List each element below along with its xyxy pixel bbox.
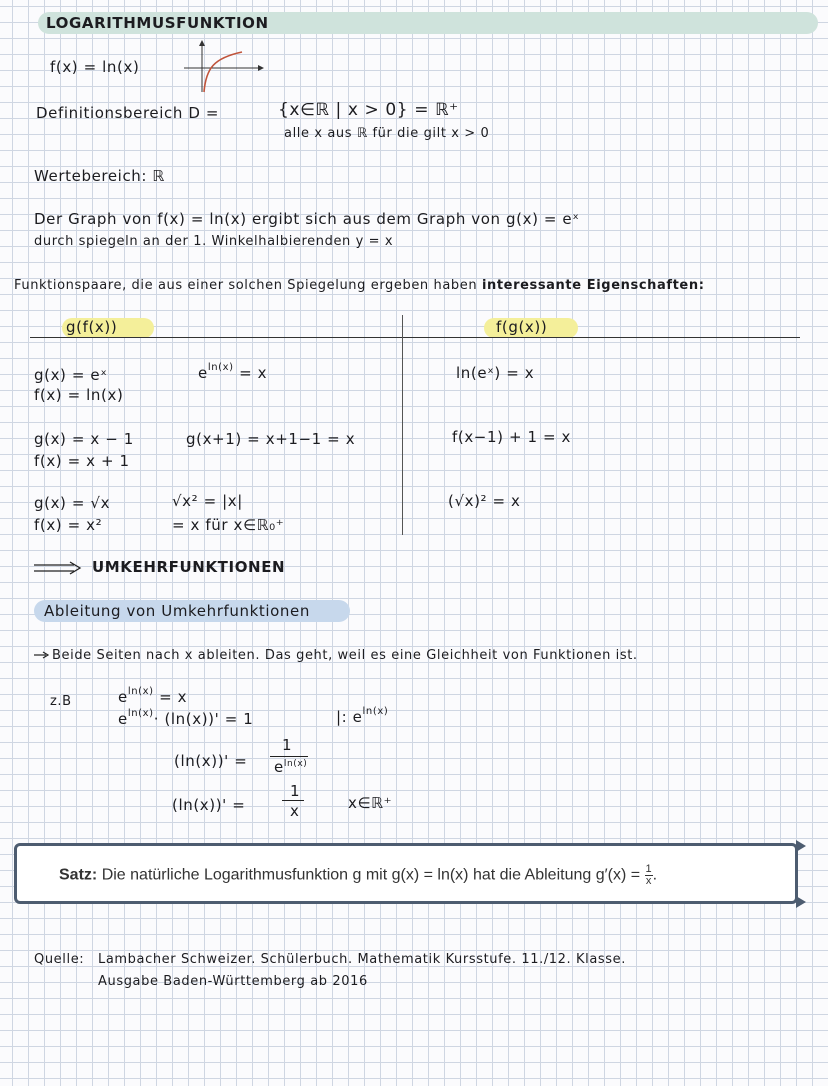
theorem-label: Satz:	[59, 866, 98, 884]
pairs-intro	[14, 278, 705, 293]
reflection-line-2: durch spiegeln an der 1. Winkelhalbierenden y = x	[34, 234, 394, 249]
conclusion-text: UMKEHRFUNKTIONEN	[92, 558, 286, 576]
step2-left: (ln(x))' = 1	[164, 710, 254, 728]
step4-fraction-bar	[282, 800, 304, 801]
row1-f: f(x) = ln(x)	[34, 386, 124, 404]
implies-arrow-icon	[34, 560, 84, 576]
row3-f: f(x) = x²	[34, 516, 103, 534]
step3-left: (ln(x))' =	[174, 752, 248, 770]
step1-exp: ln(x)	[127, 686, 154, 697]
domain-set: {x∈ℝ | x > 0} = ℝ⁺	[278, 100, 459, 120]
step2: $e^{ln(x)}\cdot (\ln(x))' = 1$	[118, 708, 254, 728]
reflection-line-1: Der Graph von f(x) = ln(x) ergibt sich aus dem Graph von g(x) = eˣ	[34, 210, 580, 228]
source-line-1: Lambacher Schweizer. Schülerbuch. Mathematik Kursstufe. 11./12. Klasse.	[98, 952, 626, 967]
step4-num: 1	[290, 782, 301, 800]
range-text: Wertebereich: ℝ	[34, 167, 165, 185]
row2-fg: f(x−1) + 1 = x	[452, 428, 572, 446]
row3-g: g(x) = √x	[34, 494, 111, 512]
row3-fg: (√x)² = x	[448, 492, 521, 510]
theorem-frac-num: 1	[645, 863, 652, 875]
derivative-heading: Ableitung von Umkehrfunktionen	[44, 602, 310, 620]
theorem-fraction	[645, 864, 653, 887]
row1-g: g(x) = eˣ	[34, 366, 108, 384]
step1	[118, 688, 187, 706]
domain-note: alle x aus ℝ für die gilt x > 0	[284, 126, 490, 141]
row1-gf-exp: ln(x)	[207, 362, 234, 373]
row2-gf: g(x+1) = x+1−1 = x	[186, 430, 356, 448]
table-header-rule	[30, 337, 800, 338]
step4-condition: x∈ℝ⁺	[348, 794, 393, 812]
theorem-text: Satz: Die natürliche Logarithmusfunktion g mit g(x) = ln(x) hat die Ableitung g′(x) = $\frac{1}{x}$ .	[59, 863, 658, 887]
pairs-intro-text: Funktionspaare, die aus einer solchen Spiegelung ergeben haben	[14, 278, 478, 293]
theorem-body: Die natürliche Logarithmusfunktion g mit g(x) = ln(x) hat die Ableitung g′(x) =	[101, 866, 641, 884]
step3-den	[274, 758, 307, 776]
step2-note	[336, 708, 388, 726]
pairs-intro-emphasis: interessante Eigenschaften:	[481, 278, 705, 293]
step1-base: e	[118, 688, 128, 706]
row1-gf-rest: = x	[239, 364, 268, 382]
row3-gf: √x² = |x|	[172, 492, 243, 510]
right-arrow-icon	[34, 650, 50, 660]
theorem-box-corner-marks	[796, 838, 808, 910]
step4-den: x	[290, 802, 300, 820]
domain-label: Definitionsbereich D =	[36, 104, 220, 122]
ln-curve	[204, 52, 242, 92]
table-header-f-of-g: f(g(x))	[496, 318, 548, 336]
theorem-frac-den: x	[645, 875, 652, 887]
source-line-2: Ausgabe Baden-Württemberg ab 2016	[98, 974, 368, 989]
example-label: z.B	[50, 694, 72, 709]
row2-g: g(x) = x − 1	[34, 430, 134, 448]
row3-gf-condition: = x für x∈ℝ₀⁺	[172, 516, 285, 534]
step1-rest: = x	[159, 688, 188, 706]
page-title: LOGARITHMUSFUNKTION	[46, 14, 269, 32]
step3-num: 1	[282, 736, 293, 754]
step3-den-exp: ln(x)	[283, 759, 308, 769]
step3-den-base: e	[274, 758, 284, 776]
ln-graph-sketch	[180, 38, 264, 94]
table-header-g-of-f: g(f(x))	[66, 318, 118, 336]
y-axis-arrow-icon	[199, 40, 205, 46]
x-axis-arrow-icon	[258, 65, 264, 71]
row1-gf	[198, 364, 267, 382]
source-label: Quelle:	[34, 952, 85, 967]
function-definition: f(x) = ln(x)	[50, 58, 140, 76]
step4-left: (ln(x))' =	[172, 796, 246, 814]
step3-fraction-bar	[270, 756, 308, 757]
step2-note-text: |: e	[336, 708, 363, 726]
step2-note-exp: ln(x)	[362, 706, 389, 717]
derivative-intro: Beide Seiten nach x ableiten. Das geht, weil es eine Gleichheit von Funktionen ist.	[52, 648, 638, 663]
theorem-box	[14, 843, 798, 904]
table-divider	[402, 315, 403, 535]
row1-gf-base: e	[198, 364, 208, 382]
row1-fg: ln(eˣ) = x	[456, 364, 535, 382]
row2-f: f(x) = x + 1	[34, 452, 130, 470]
